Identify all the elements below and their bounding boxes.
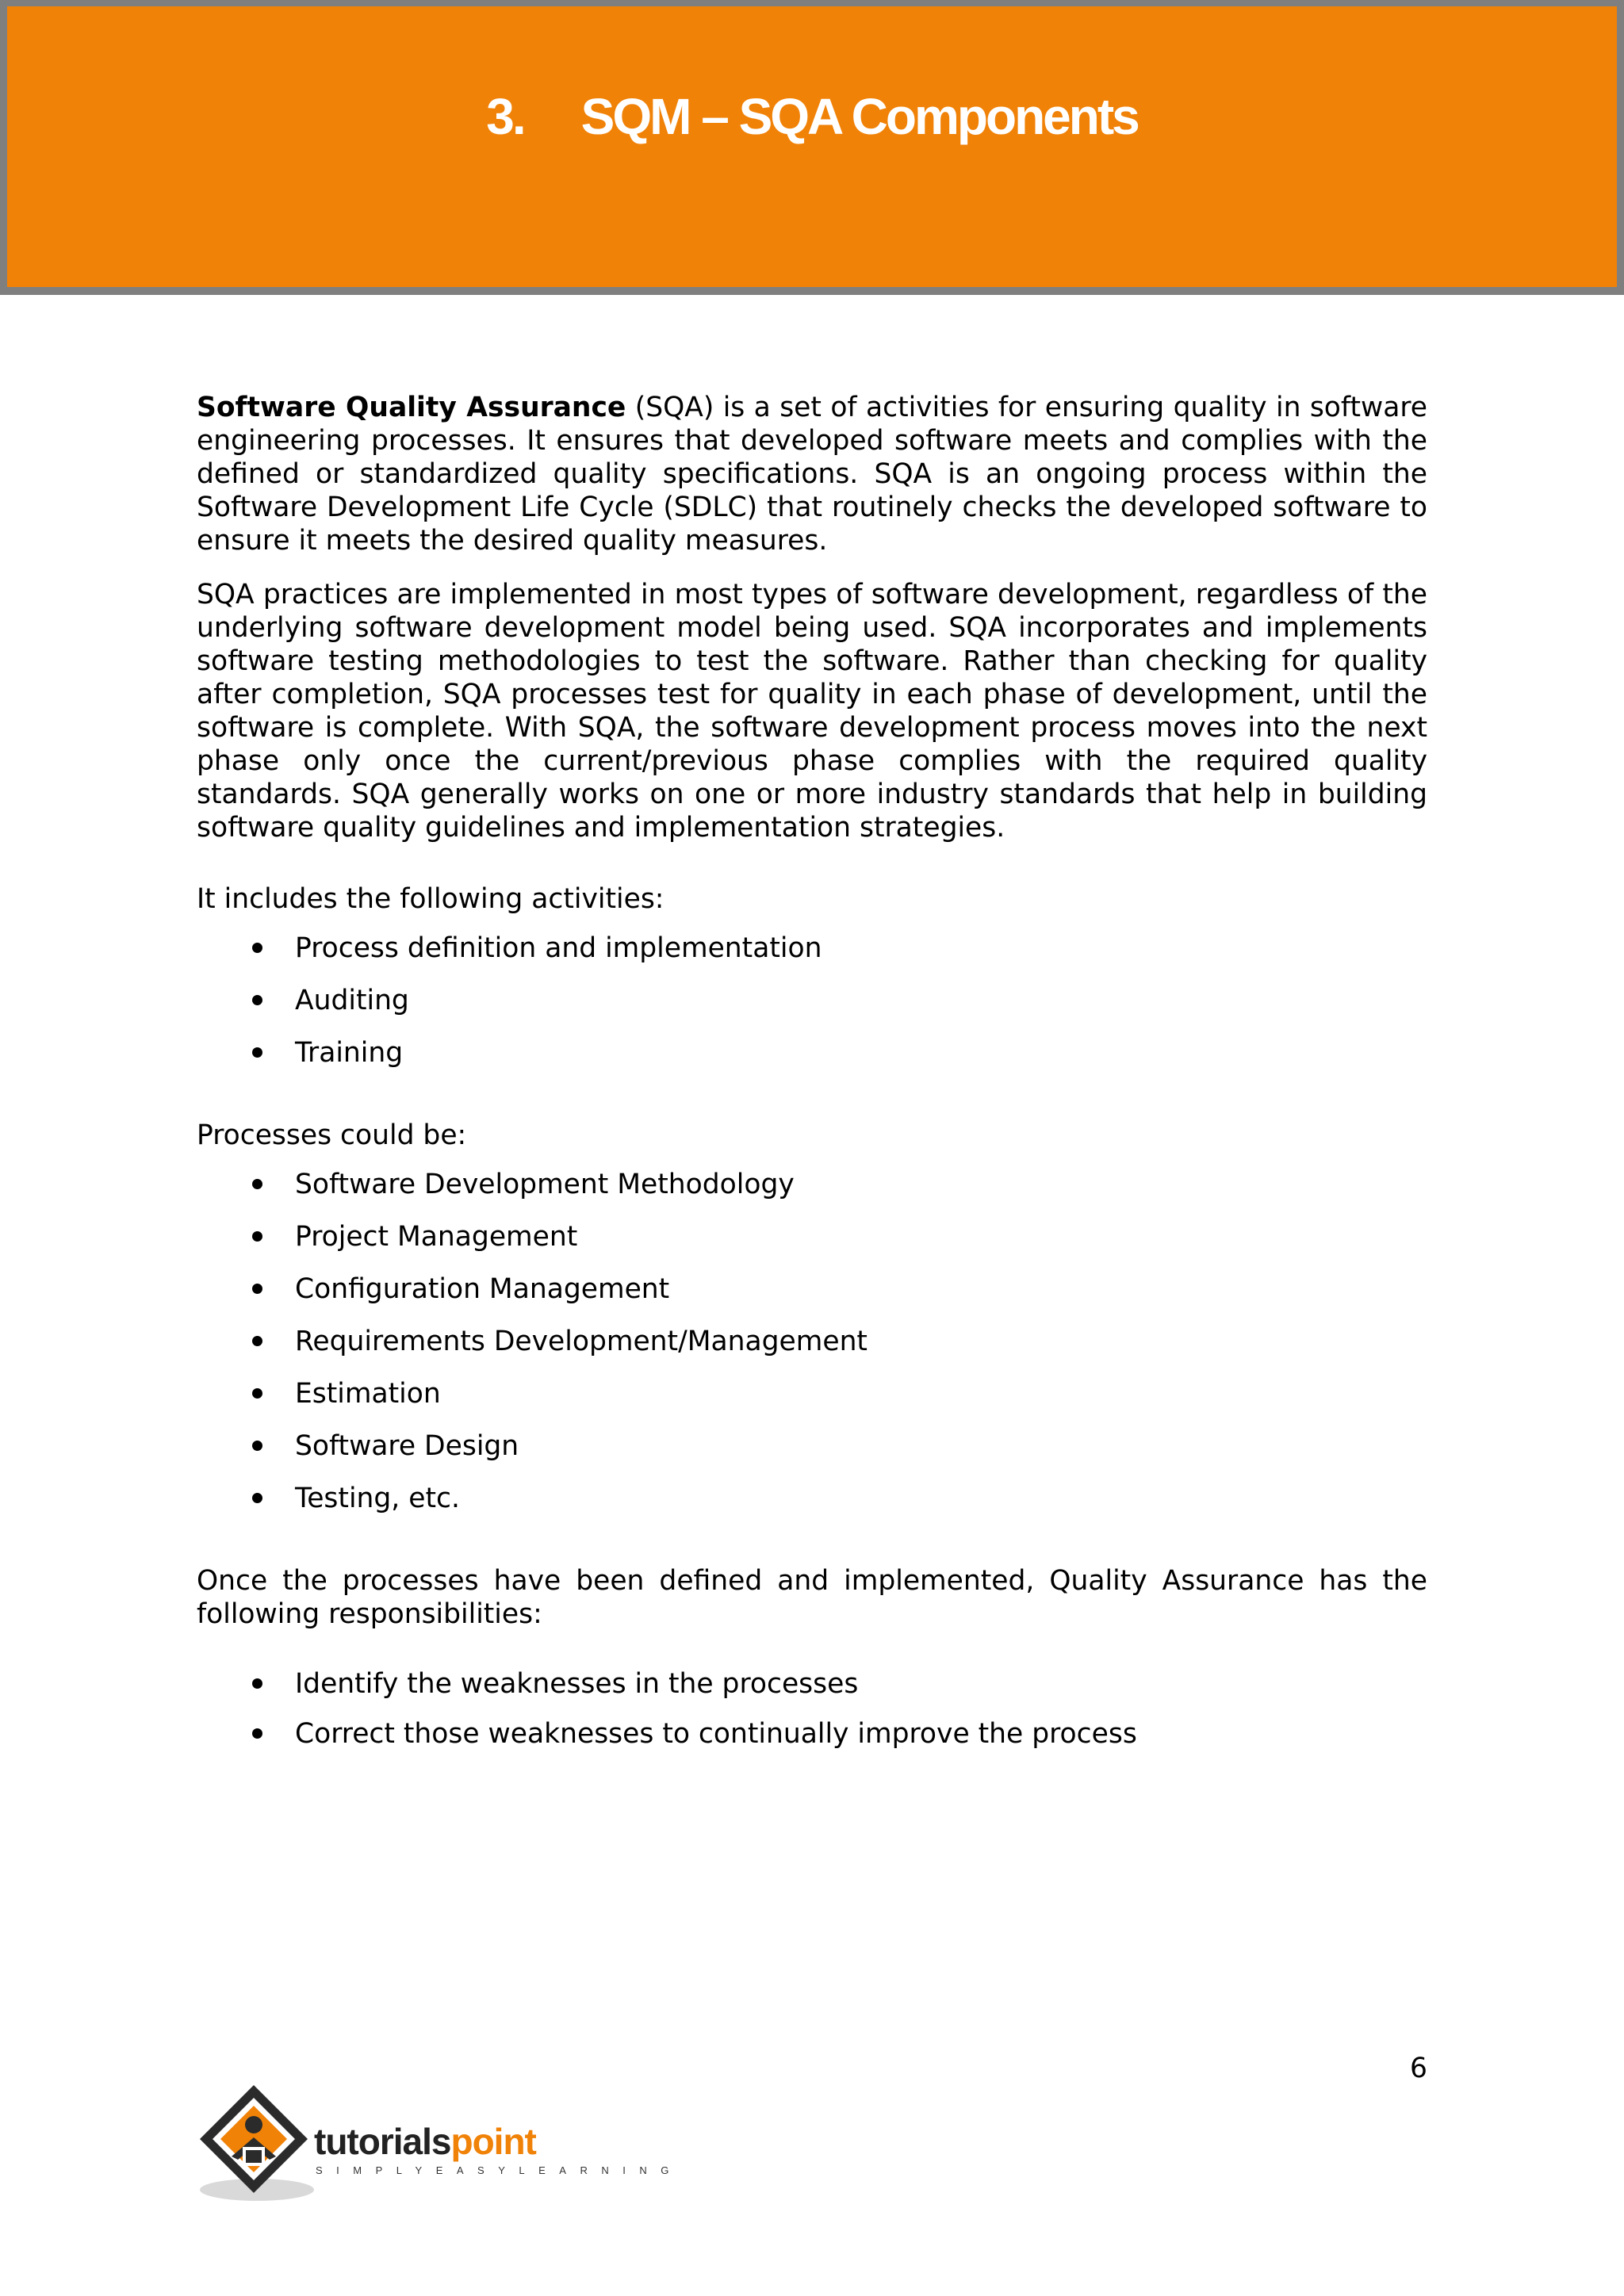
bullet-icon bbox=[252, 943, 262, 953]
bullet-icon bbox=[252, 1728, 262, 1739]
list-item: Training bbox=[197, 1036, 1427, 1089]
sqa-practices-paragraph: SQA practices are implemented in most types of software development, regardless of the underlying software development model being used. SQA incorporates and implements software testing methodologies to test the software. Rather than checking for quality after completion, SQA processes test for quality in each phase of development, until the software is complete. With SQA, the software development process moves into the next phase only once the current/previous phase complies with the required quality standards. SQA generally works on one or more industry standards that help in building software quality guidelines and implementation strategies. bbox=[197, 579, 1427, 844]
list-item: Software Design bbox=[197, 1429, 1427, 1482]
responsibilities-lead: Once the processes have been defined and implemented, Quality Assurance has the following responsibilities: bbox=[197, 1565, 1427, 1630]
list-item: Auditing bbox=[197, 984, 1427, 1036]
activities-list bbox=[197, 932, 1427, 1089]
bullet-icon bbox=[252, 995, 262, 1005]
intro-term: Software Quality Assurance bbox=[197, 392, 626, 423]
bullet-icon bbox=[252, 1047, 262, 1058]
list-item: Requirements Development/Management bbox=[197, 1325, 1427, 1377]
logo-wordmark: tutorialspoint bbox=[314, 2121, 536, 2162]
bullet-icon bbox=[252, 1493, 262, 1503]
chapter-header-band bbox=[0, 0, 1624, 295]
list-item: Software Development Methodology bbox=[197, 1168, 1427, 1220]
list-item: Testing, etc. bbox=[197, 1482, 1427, 1534]
bullet-icon bbox=[252, 1284, 262, 1294]
processes-list bbox=[197, 1168, 1427, 1534]
chapter-title-text: SQM – SQA Components bbox=[580, 88, 1138, 145]
chapter-title bbox=[0, 87, 1624, 146]
intro-paragraph bbox=[197, 391, 1427, 557]
bullet-icon bbox=[252, 1441, 262, 1451]
responsibilities-list bbox=[197, 1667, 1427, 1767]
tutorialspoint-logo bbox=[195, 2080, 683, 2207]
tutorialspoint-logo-icon bbox=[195, 2080, 314, 2207]
list-item: Process definition and implementation bbox=[197, 932, 1427, 984]
activities-lead: It includes the following activities: bbox=[197, 883, 665, 915]
list-item: Identify the weaknesses in the processes bbox=[197, 1667, 1427, 1717]
list-item: Configuration Management bbox=[197, 1272, 1427, 1325]
bullet-icon bbox=[252, 1179, 262, 1189]
list-item: Estimation bbox=[197, 1377, 1427, 1429]
logo-tagline: SIMPLYEASYLEARNING bbox=[316, 2164, 683, 2176]
bullet-icon bbox=[252, 1231, 262, 1242]
page-content bbox=[197, 391, 1427, 1767]
page-number: 6 bbox=[1410, 2053, 1427, 2084]
bullet-icon bbox=[252, 1388, 262, 1399]
list-item: Project Management bbox=[197, 1220, 1427, 1272]
bullet-icon bbox=[252, 1678, 262, 1689]
list-item: Correct those weaknesses to continually improve the process bbox=[197, 1717, 1427, 1767]
processes-lead: Processes could be: bbox=[197, 1119, 467, 1151]
bullet-icon bbox=[252, 1336, 262, 1346]
intro-text: (SQA) is a set of activities for ensuring quality in software engineering processes. It ensures that developed software meets and complies with the defined or standardized quality specifications. SQA is an ongoing process within the Software Development Life Cycle (SDLC) that routinely checks the developed software to ensure it meets the desired quality measures. bbox=[197, 392, 1427, 557]
chapter-number: 3. bbox=[486, 88, 524, 145]
